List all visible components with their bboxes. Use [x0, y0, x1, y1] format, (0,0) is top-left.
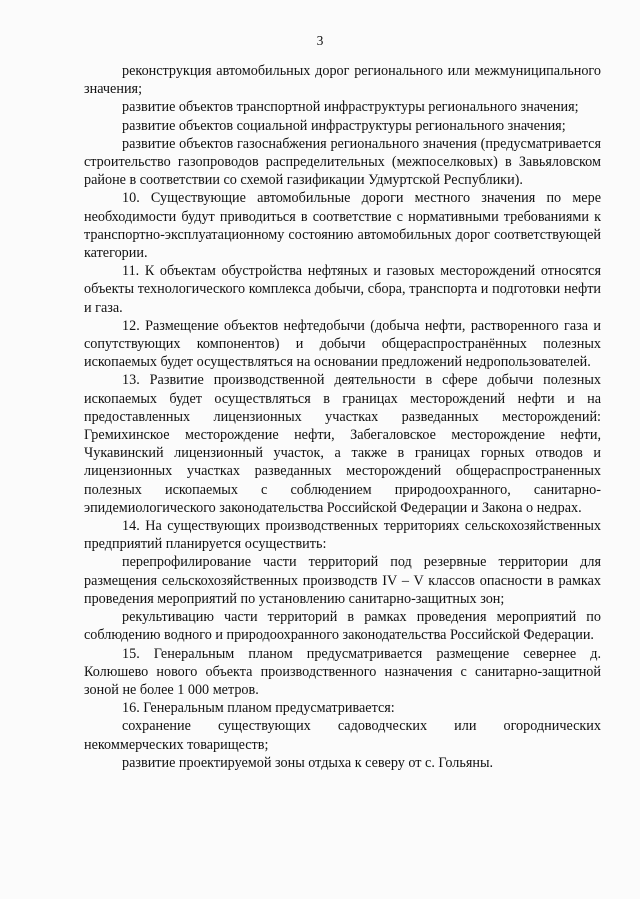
page-number: 3 — [316, 33, 324, 48]
paragraph: развитие объектов газоснабжения регионального значения (предусматривается строительство газопроводов распределительных (межпоселковых) в Завьяловском районе в соответствии со схемой газификации Удмуртской Республики). — [84, 135, 601, 189]
paragraph: сохранение существующих садоводческих или огороднических некоммерческих товариществ; — [84, 718, 601, 753]
paragraph: рекультивацию части территорий в рамках проведения мероприятий по соблюдению водного и природоохранного законодательства Российской Федерации. — [84, 609, 601, 644]
paragraph: развитие объектов транспортной инфраструктуры регионального значения; — [122, 99, 579, 116]
paragraph: 15. Генеральным планом предусматривается размещение севернее д. Колюшево нового объекта производственного назначения с санитарно-защитной зоной не более 1 000 метров. — [84, 645, 601, 698]
paragraph: 13. Развитие производственной деятельности в сфере добычи полезных ископаемых будет осуществляться в границах месторождений нефти и на предоставленных лицензионных участках разведанных месторождений: Гремихинское месторождение нефти, Забегаловское месторождение нефти, Чукавинский лицензионный участок, а также в границах горных отводов и лицензионных участках разведанных месторождений общераспространенных полезных ископаемых с соблюдением природоохранного, санитарно-эпидемиологического законодательства Российской Федерации и Закона о недрах. — [84, 372, 601, 516]
document-body — [84, 62, 601, 772]
paragraph: 14. На существующих производственных территориях сельскохозяйственных предприятий планируется осуществить: — [84, 518, 601, 553]
paragraph: 16. Генеральным планом предусматривается: — [122, 700, 395, 717]
paragraph: 12. Размещение объектов нефтедобычи (добыча нефти, растворенного газа и сопутствующих компонентов) и добычи общераспространённых полезных ископаемых будет осуществляться на основании предложений недропользователей. — [84, 317, 601, 371]
paragraph: развитие проектируемой зоны отдыха к северу от с. Гольяны. — [122, 754, 494, 771]
paragraph: реконструкция автомобильных дорог регионального или межмуниципального значения; — [84, 63, 601, 98]
paragraph: развитие объектов социальной инфраструктуры регионального значения; — [122, 117, 566, 134]
paragraph: 10. Существующие автомобильные дороги местного значения по мере необходимости будут приводиться в соответствие с нормативными требованиями к транспортно-эксплуатационному состоянию автомобильных дорог соответствующей категории. — [84, 190, 601, 262]
paragraph: перепрофилирование части территорий под резервные территории для размещения сельскохозяйственных производств IV – V классов опасности в рамках проведения мероприятий по установлению санитарно-защитных зон; — [84, 554, 601, 607]
paragraph: 11. К объектам обустройства нефтяных и газовых месторождений относятся объекты технологического комплекса добычи, сбора, транспорта и подготовки нефти и газа. — [84, 263, 601, 316]
